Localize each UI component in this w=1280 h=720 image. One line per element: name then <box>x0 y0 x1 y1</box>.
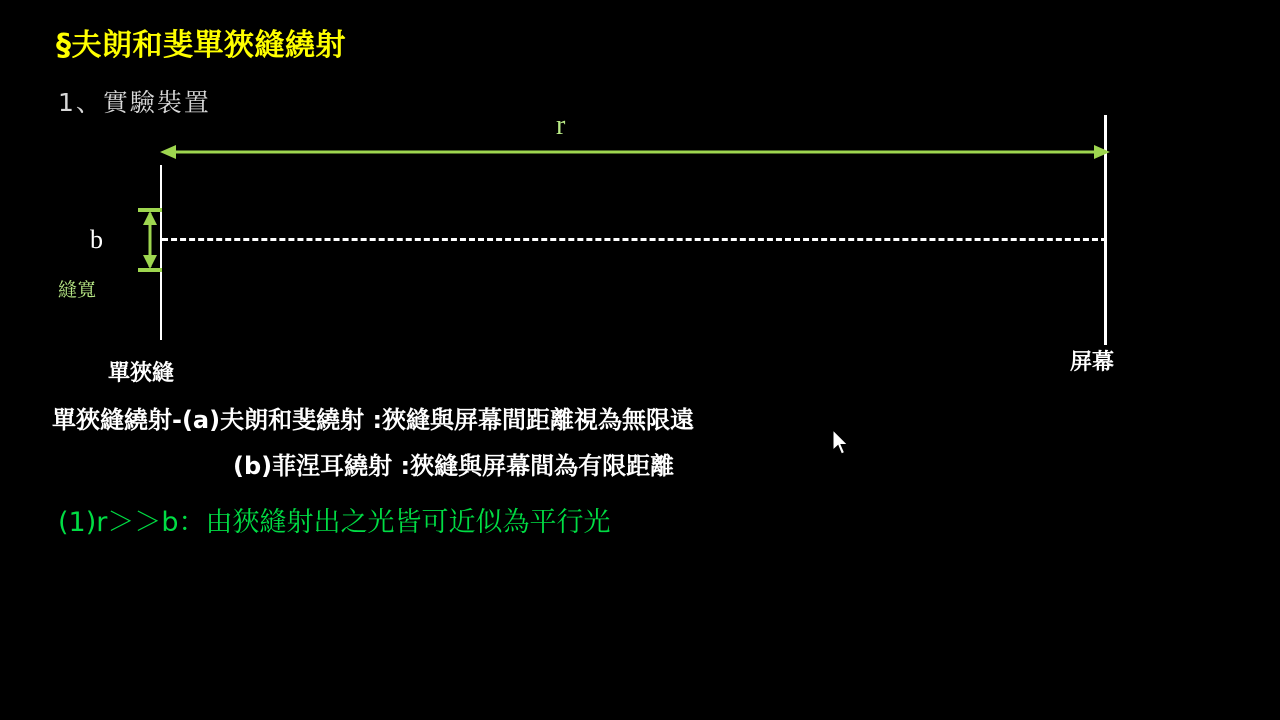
screen-label: 屏幕 <box>1070 350 1115 375</box>
body-line-condition: (1)r＞＞b：由狹縫射出之光皆可近似為平行光 <box>58 507 611 538</box>
distance-r-label: r <box>556 110 566 141</box>
section-subtitle: 1、實驗裝置 <box>58 88 211 117</box>
page-title: §夫朗和斐單狹縫繞射 <box>56 28 346 63</box>
mouse-pointer-icon <box>833 430 851 456</box>
body-line-fresnel: (b)菲涅耳繞射 :狹縫與屏幕間為有限距離 <box>233 452 675 480</box>
slit-label: 單狹縫 <box>108 361 175 386</box>
distance-r-arrow <box>160 140 1110 164</box>
body-line-fraunhofer: 單狹縫繞射-(a)夫朗和斐繞射 :狹縫與屏幕間距離視為無限遠 <box>52 406 695 434</box>
slit-width-b-label: b <box>90 225 103 254</box>
optical-axis-dashed-line <box>162 238 1107 241</box>
slit-width-caption: 縫寬 <box>58 279 97 301</box>
